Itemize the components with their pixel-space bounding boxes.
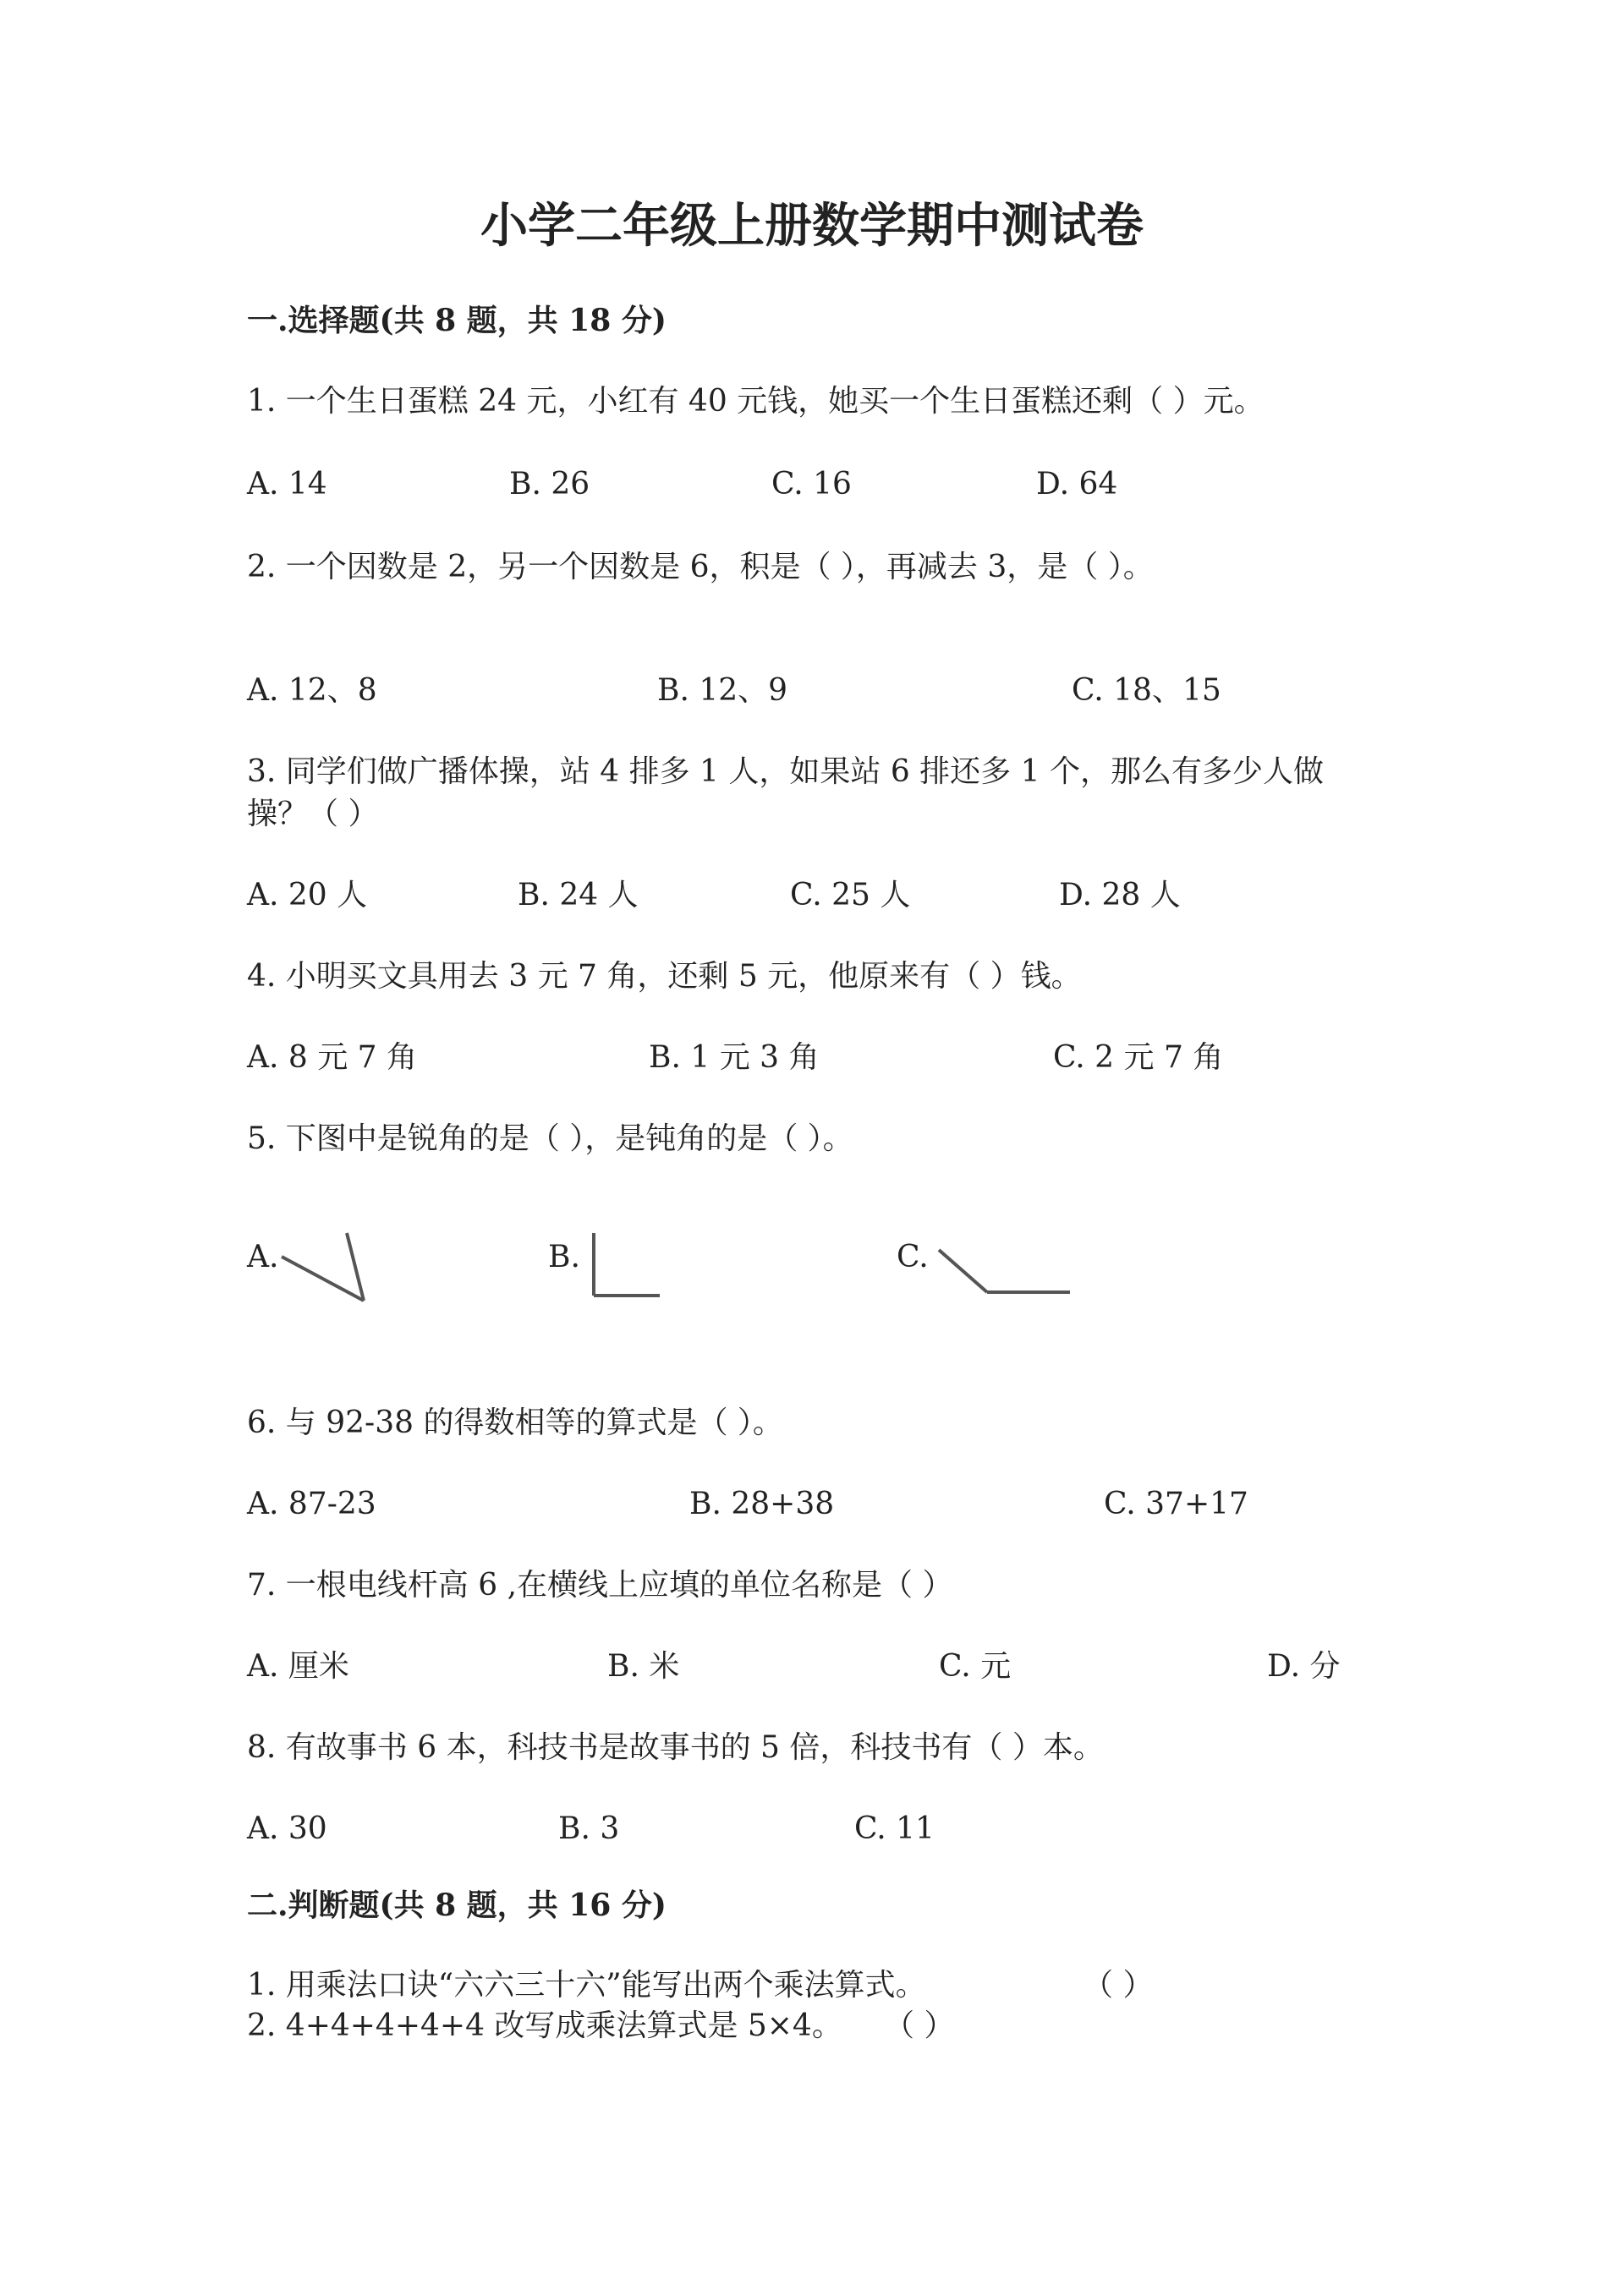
q5-option-b: B.	[548, 1240, 580, 1274]
q7-option-c: C. 元	[939, 1649, 1012, 1684]
judgement-2: 2. 4+4+4+4+4 改写成乘法算式是 5×4。	[247, 2008, 842, 2043]
question-5: 5. 下图中是锐角的是（ ），是钝角的是（ ）。	[247, 1121, 853, 1156]
page-title: 小学二年级上册数学期中测试卷	[480, 198, 1144, 254]
q1-option-a: A. 14	[247, 467, 327, 501]
q3-option-c: C. 25 人	[790, 878, 911, 912]
q7-option-d: D. 分	[1267, 1649, 1341, 1684]
section-heading-choice: 一.选择题(共 8 题，共 18 分)	[247, 303, 667, 338]
question-3-line-2: 操？（ ）	[247, 797, 379, 831]
question-7: 7. 一根电线杆高 6 ,在横线上应填的单位名称是（ ）	[247, 1568, 953, 1603]
q1-option-d: D. 64	[1036, 467, 1118, 501]
q4-option-b: B. 1 元 3 角	[649, 1040, 820, 1075]
q5-option-a: A.	[247, 1240, 279, 1274]
q1-option-b: B. 26	[509, 467, 590, 501]
judgement-1-blank: （ ）	[1083, 1968, 1154, 2003]
question-8: 8. 有故事书 6 本，科技书是故事书的 5 倍，科技书有（ ）本。	[247, 1730, 1104, 1765]
q7-option-b: B. 米	[607, 1649, 680, 1684]
question-2: 2. 一个因数是 2，另一个因数是 6，积是（ ），再减去 3，是（ ）。	[247, 550, 1154, 584]
q7-option-a: A. 厘米	[247, 1649, 349, 1684]
judgement-2-blank: （ ）	[884, 2008, 955, 2043]
q2-option-a: A. 12、8	[247, 673, 377, 708]
right-angle-figure	[584, 1226, 668, 1302]
q4-option-c: C. 2 元 7 角	[1053, 1040, 1224, 1075]
question-3-line-1: 3. 同学们做广播体操，站 4 排多 1 人，如果站 6 排还多 1 个，那么有多少人做	[247, 754, 1324, 789]
judgement-1: 1. 用乘法口诀“六六三十六”能写出两个乘法算式。	[247, 1968, 926, 2003]
question-4: 4. 小明买文具用去 3 元 7 角，还剩 5 元，他原来有（ ）钱。	[247, 959, 1082, 994]
question-1: 1. 一个生日蛋糕 24 元，小红有 40 元钱，她买一个生日蛋糕还剩（ ）元。	[247, 384, 1265, 419]
q4-option-a: A. 8 元 7 角	[247, 1040, 418, 1075]
obtuse-angle-figure	[935, 1243, 1078, 1302]
q8-option-a: A. 30	[247, 1811, 327, 1846]
q6-option-a: A. 87-23	[247, 1487, 376, 1521]
section-heading-judgement: 二.判断题(共 8 题，共 16 分)	[247, 1888, 667, 1923]
q6-option-b: B. 28+38	[689, 1487, 835, 1521]
q2-option-b: B. 12、9	[657, 673, 788, 708]
question-6: 6. 与 92-38 的得数相等的算式是（ ）。	[247, 1406, 783, 1440]
q3-option-a: A. 20 人	[247, 878, 368, 912]
q2-option-c: C. 18、15	[1072, 673, 1221, 708]
q3-option-d: D. 28 人	[1059, 878, 1181, 912]
q8-option-b: B. 3	[558, 1811, 620, 1846]
q1-option-c: C. 16	[771, 467, 852, 501]
q8-option-c: C. 11	[854, 1811, 935, 1846]
q6-option-c: C. 37+17	[1104, 1487, 1248, 1521]
q3-option-b: B. 24 人	[518, 878, 639, 912]
acute-angle-figure	[275, 1226, 376, 1311]
q5-option-c: C.	[897, 1240, 929, 1274]
